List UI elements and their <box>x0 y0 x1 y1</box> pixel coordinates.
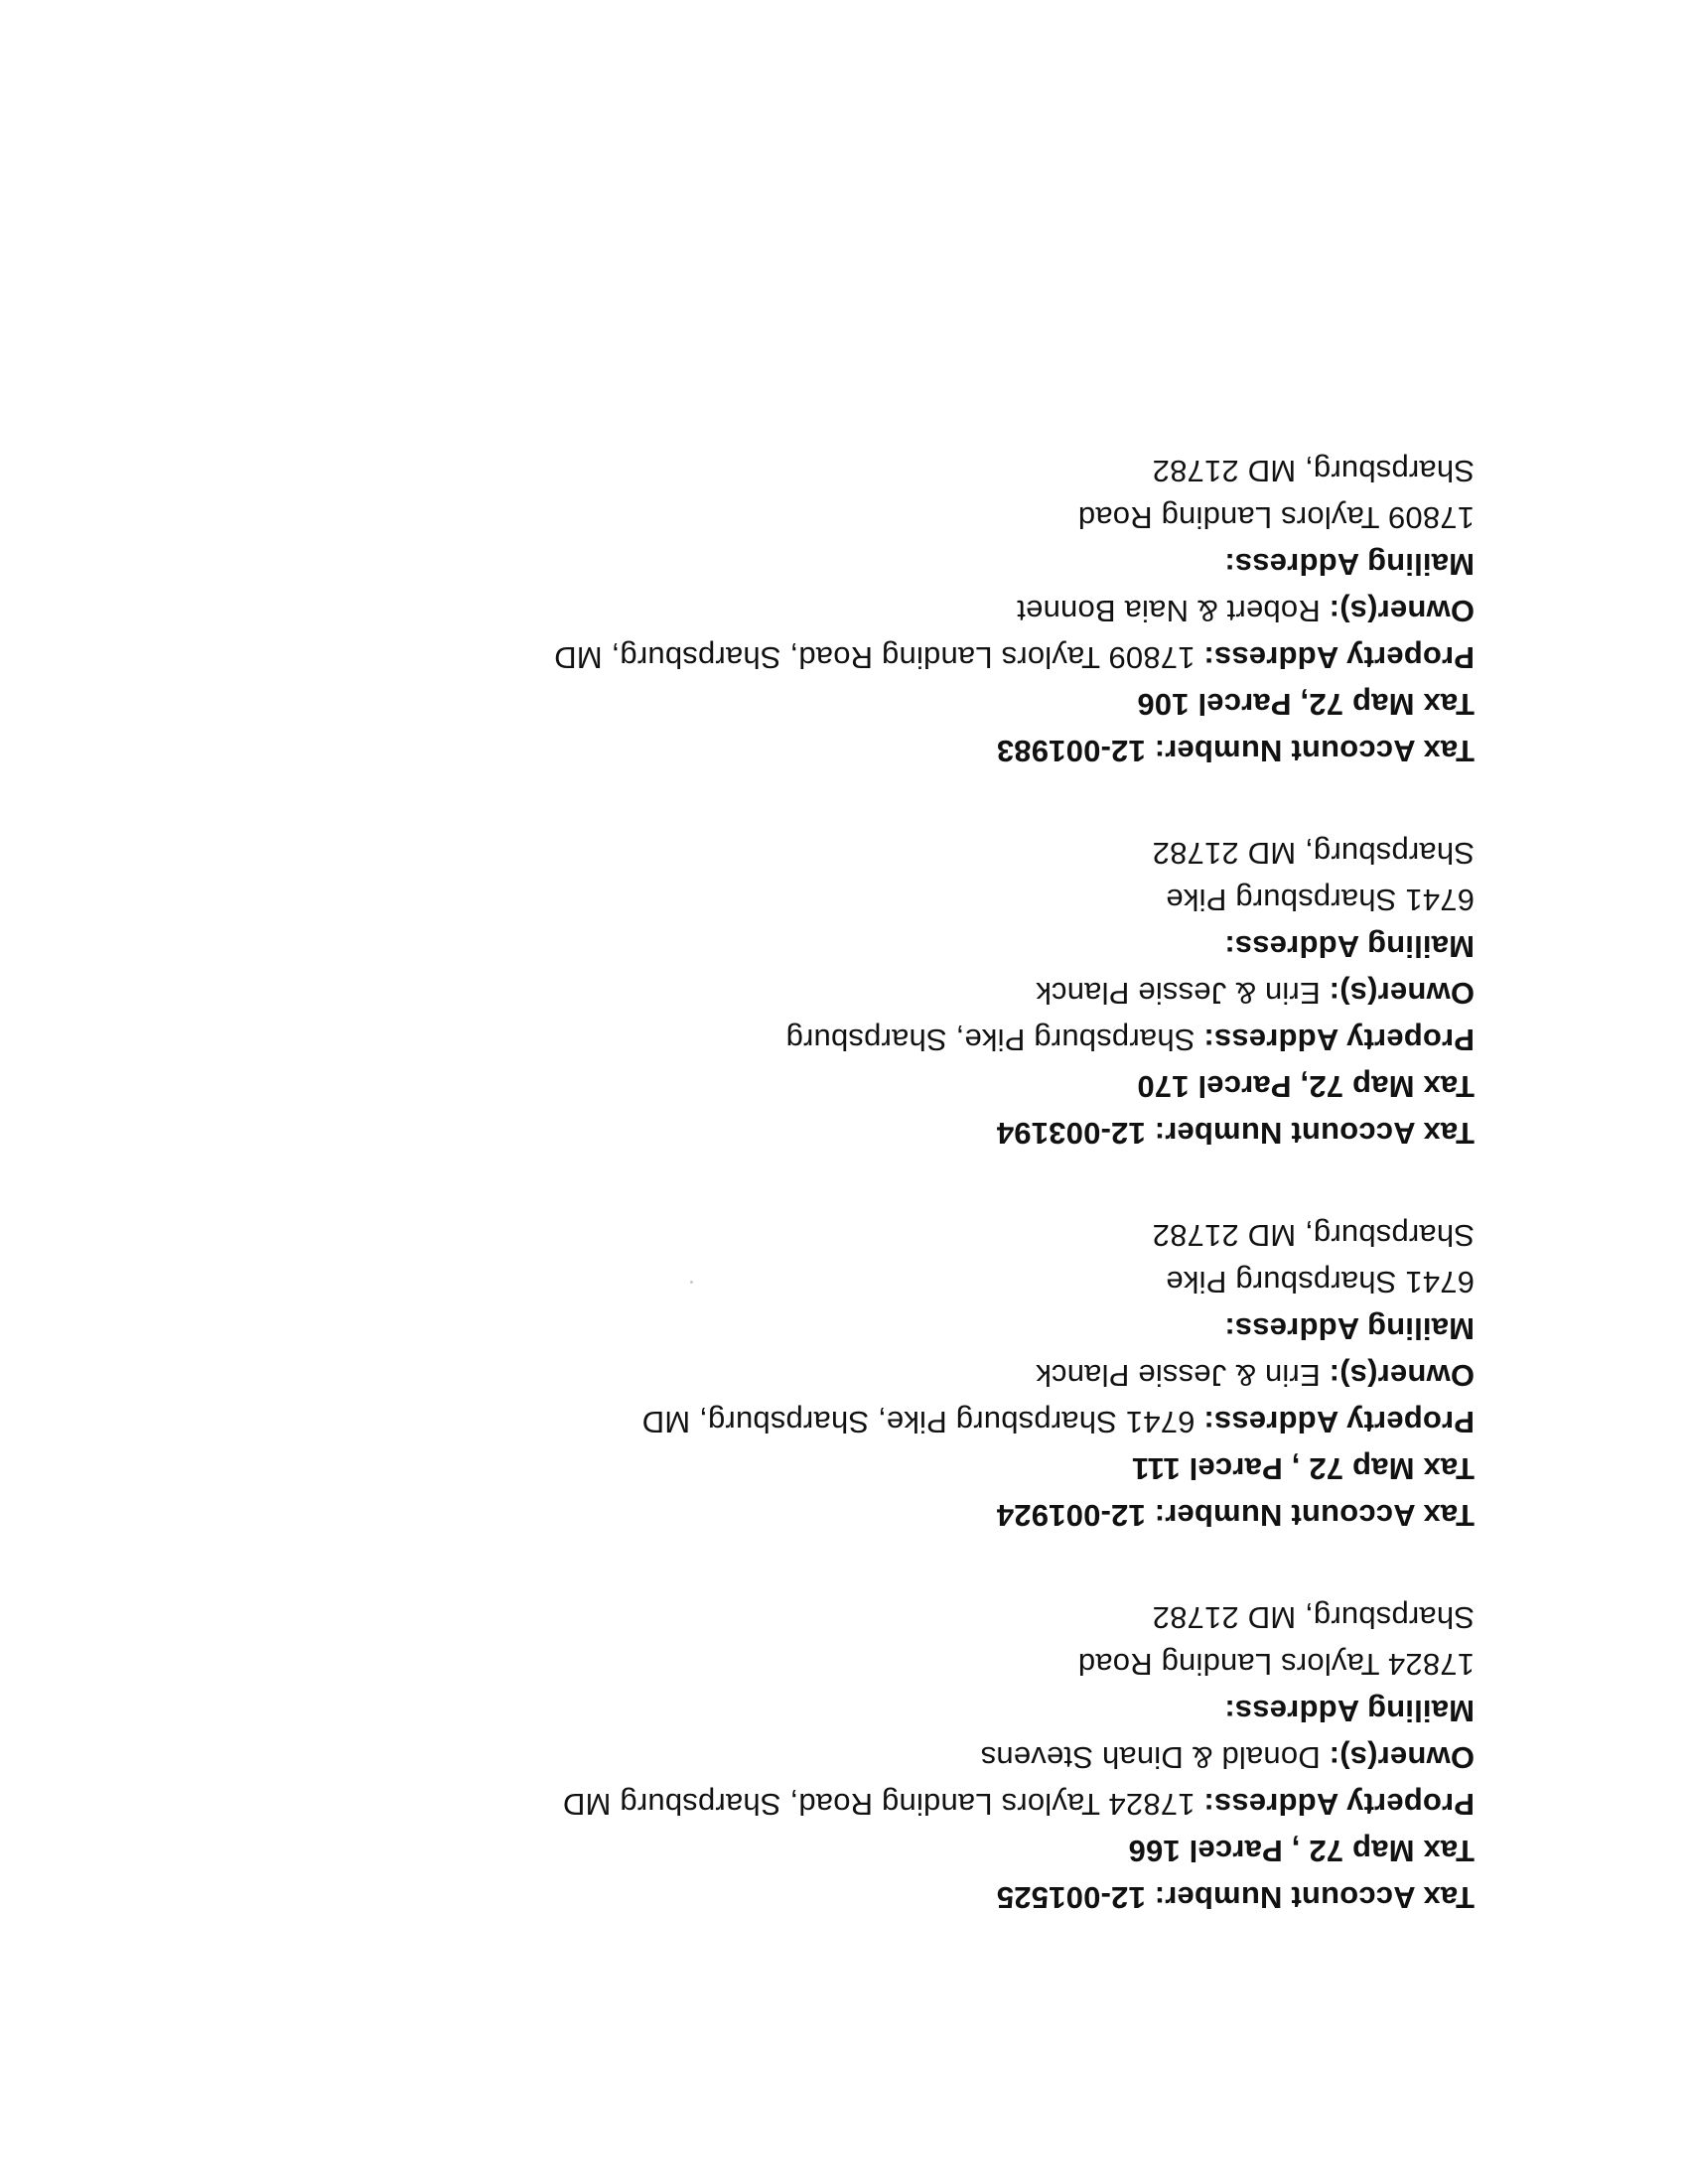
tax-map-parcel: Tax Map 72 , Parcel 166 <box>1128 1834 1475 1868</box>
property-address-value: 6741 Sharpsburg Pike, Sharpsburg, MD <box>641 1405 1196 1439</box>
property-records-list <box>382 392 1475 1921</box>
owner-label: Owner(s): <box>1329 1358 1475 1393</box>
tax-account-value: 12-001525 <box>996 1880 1146 1915</box>
mailing-address-street: 6741 Sharpsburg Pike <box>1166 1265 1475 1299</box>
property-address-label: Property Address: <box>1203 640 1475 675</box>
mailing-address-street: 17809 Taylors Landing Road <box>1077 500 1475 535</box>
owner-line <box>382 1734 1475 1781</box>
property-address-line <box>382 1017 1475 1063</box>
mailing-address-label: Mailing Address: <box>1224 1694 1475 1728</box>
tax-account-value: 12-003194 <box>996 1116 1146 1151</box>
tax-account-label: Tax Account Number: <box>1154 734 1475 768</box>
tax-account-line <box>382 728 1475 774</box>
mailing-address-street: 17824 Taylors Landing Road <box>1077 1647 1475 1682</box>
mailing-address-city: Sharpsburg, MD 21782 <box>1152 1600 1475 1635</box>
owner-line <box>382 588 1475 634</box>
property-address-line <box>382 634 1475 681</box>
tax-account-line <box>382 1110 1475 1157</box>
owner-line <box>382 970 1475 1017</box>
tax-account-line <box>382 1492 1475 1539</box>
owner-value: Erin & Jessie Planck <box>1036 1358 1321 1393</box>
owner-line <box>382 1352 1475 1399</box>
tax-map-parcel: Tax Map 72 , Parcel 111 <box>1131 1451 1475 1486</box>
property-address-value: 17824 Taylors Landing Road, Sharpsburg MD <box>562 1787 1196 1822</box>
property-record <box>382 1594 1475 1921</box>
property-address-label: Property Address: <box>1203 1023 1475 1057</box>
tax-account-label: Tax Account Number: <box>1154 1498 1475 1533</box>
property-record <box>382 830 1475 1157</box>
mailing-address-city: Sharpsburg, MD 21782 <box>1152 836 1475 871</box>
property-record <box>382 1212 1475 1539</box>
property-address-line <box>382 1399 1475 1445</box>
property-address-value: Sharpsburg Pike, Sharpsburg <box>785 1023 1196 1057</box>
owner-value: Robert & Naia Bonnet <box>1017 594 1321 628</box>
property-address-label: Property Address: <box>1203 1405 1475 1439</box>
mailing-address-label: Mailing Address: <box>1224 1311 1475 1346</box>
mailing-address-street: 6741 Sharpsburg Pike <box>1166 883 1475 917</box>
owner-value: Donald & Dinah Stevens <box>980 1740 1321 1775</box>
mailing-address-label: Mailing Address: <box>1224 929 1475 964</box>
tax-account-label: Tax Account Number: <box>1154 1116 1475 1151</box>
tax-account-value: 12-001983 <box>996 734 1146 768</box>
owner-label: Owner(s): <box>1329 1740 1475 1775</box>
owner-label: Owner(s): <box>1329 976 1475 1011</box>
tax-account-label: Tax Account Number: <box>1154 1880 1475 1915</box>
property-address-label: Property Address: <box>1203 1787 1475 1822</box>
owner-label: Owner(s): <box>1329 594 1475 628</box>
tax-account-line <box>382 1874 1475 1921</box>
tax-map-parcel: Tax Map 72, Parcel 106 <box>1137 687 1475 722</box>
owner-value: Erin & Jessie Planck <box>1036 976 1321 1011</box>
property-record <box>382 448 1475 774</box>
tax-account-value: 12-001924 <box>996 1498 1146 1533</box>
property-address-value: 17809 Taylors Landing Road, Sharpsburg, MD <box>554 640 1196 675</box>
mailing-address-city: Sharpsburg, MD 21782 <box>1152 1218 1475 1253</box>
tax-map-parcel: Tax Map 72, Parcel 170 <box>1137 1069 1475 1104</box>
scan-speck <box>690 1281 693 1284</box>
mailing-address-city: Sharpsburg, MD 21782 <box>1152 454 1475 488</box>
mailing-address-label: Mailing Address: <box>1224 547 1475 582</box>
property-address-line <box>382 1781 1475 1828</box>
